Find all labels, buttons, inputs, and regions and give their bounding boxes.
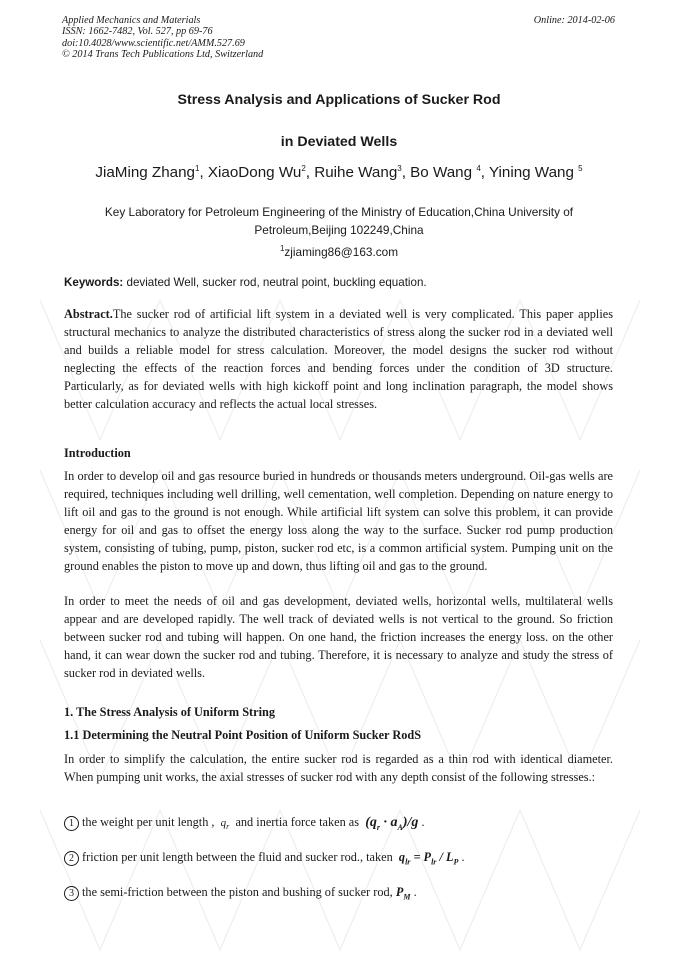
section-1-1-heading: 1.1 Determining the Neutral Point Position of Uniform Sucker RodS — [64, 728, 422, 742]
keywords-label: Keywords: — [64, 276, 124, 289]
email: $^1$zjiaming86@163.com — [279, 244, 399, 259]
affiliation: Key Laboratory for Petroleum Engineering of the Ministry of Education,China University of Petroleum,Beijing 102249,China — [104, 205, 574, 237]
journal-name: Applied Mechanics and Materials — [62, 15, 201, 26]
formula-pm: $P_M$ — [395, 885, 411, 902]
author-4: Bo Wang — [410, 164, 477, 182]
introduction-paragraph-2: In order to meet the needs of oil and gas development, deviated wells, horizontal wells, multilateral wells appear and are developed rapidly. The well track of deviated wells is not vertical to the ground. So friction between sucker rod and tubing will happen. On one hand, the friction increases the energy loss. on the other hand, it can wear down the sucker rod and tubing. Therefore, it is necessary to analyze and study the stress of sucker rod in deviated wells. — [64, 594, 613, 680]
formula-q: $q_r$ — [220, 817, 230, 832]
issn: ISSN: 1662-7482, Vol. 527, pp 69-76 — [62, 26, 213, 38]
abstract-text: The sucker rod of artificial lift system in a deviated well is very complicated. This paper applies structural mechanics to analyze the distributed characteristics of stress along the sucker rod in a deviated well and builds a reliable model for stress calculation. Moreover, the model designs the sucker rod without neglecting the effects of the reaction forces and bending forces under the condition of 3D structure. Particularly, as for deviated wells with high kickoff point and long inclination paragraph, the model shows better calculation accuracy and reflects the actual local stresses. — [64, 307, 613, 411]
circled-number: 1 — [64, 816, 79, 831]
circled-number: 3 — [64, 886, 79, 901]
stress-item-2: 2 friction per unit length between the fluid and sucker rod., taken $q_{lr} = P_{lr} / L_P$ . — [64, 850, 465, 866]
author-3: Ruihe Wang — [314, 164, 398, 182]
formula-friction: $q_{lr} = P_{lr} / L_P$ — [398, 850, 459, 867]
stress-item-1: 1 the weight per unit length , $q_r$ and inertia force taken as $(q_r \cdot a_A)/g$ . — [64, 815, 425, 832]
section-1-heading: 1. The Stress Analysis of Uniform String — [64, 705, 276, 719]
copyright: © 2014 Trans Tech Publications Ltd, Switzerland — [62, 49, 264, 61]
paper-title-line2: in Deviated Wells — [280, 134, 398, 150]
introduction-heading: Introduction — [64, 446, 131, 460]
author-1: JiaMing Zhang — [95, 164, 195, 182]
circled-number: 2 — [64, 851, 79, 866]
section-1-paragraph: In order to simplify the calculation, the entire sucker rod is regarded as a thin rod with identical diameter. When pumping unit works, the axial stresses of sucker rod with any depth consist of the following stresses.: — [64, 752, 613, 784]
formula-inertia: $(q_r \cdot a_A)/g$ — [365, 815, 419, 832]
stress-item-3: 3 the semi-friction between the piston and bushing of sucker rod, $P_M$ . — [64, 885, 417, 901]
keywords-text: deviated Well, sucker rod, neutral point, buckling equation. — [123, 276, 427, 289]
paper-title-line1: Stress Analysis and Applications of Sucker Rod — [177, 92, 501, 108]
abstract-label: Abstract. — [64, 307, 113, 321]
introduction-paragraph-1: In order to develop oil and gas resource buried in hundreds or thousands meters underground. Oil-gas wells are required, techniques including well drilling, well cementation, well completion. Depending on nature energy to lift oil and gas to the ground is not enough. While artificial lift system can solve this problem, it can provide energy for oil and gas to offset the energy loss along the way to the surface. Sucker rod pump production system, consisting of tubing, pump, piston, sucker rod etc, is a common artificial system. Pumping unit on the ground enables the piston to move up and down, thus lifting oil and gas to the ground. — [64, 469, 613, 573]
author-5: Yining Wang — [488, 164, 579, 182]
publication-meta — [62, 15, 263, 61]
doi[interactable]: doi:10.4028/www.scientific.net/AMM.527.69 — [62, 37, 245, 49]
online-date: Online: 2014-02-06 — [533, 15, 615, 26]
email-address[interactable]: zjiaming86@163.com — [284, 244, 399, 259]
author-2: XiaoDong Wu — [207, 164, 302, 182]
authors: JiaMing Zhang$^1$, XiaoDong Wu$^2$, Ruihe Wang$^3$, Bo Wang $^4$, Yining Wang $^5$ — [95, 164, 583, 182]
keywords — [64, 276, 427, 289]
abstract — [64, 306, 613, 413]
